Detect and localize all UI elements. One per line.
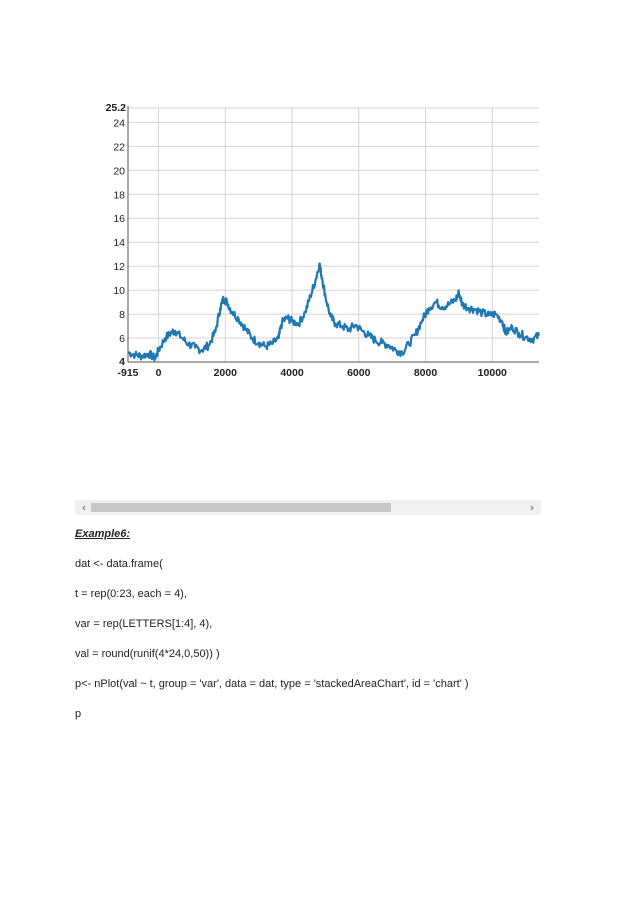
- y-tick-label: 16: [113, 213, 125, 226]
- y-tick-label: 8: [119, 309, 125, 322]
- code-line-5: p<- nPlot(val ~ t, group = 'var', data = dat, type = 'stackedAreaChart', id = 'chart' ): [75, 678, 469, 690]
- x-tick-label: 0: [155, 367, 162, 379]
- y-max-label: 25.2: [105, 102, 126, 114]
- chart-series: [128, 264, 539, 361]
- code-line-6: p: [75, 708, 82, 720]
- y-tick-label: 10: [113, 285, 125, 298]
- code-line-3: var = rep(LETTERS[1:4], 4),: [75, 618, 213, 630]
- y-tick-label: 22: [113, 141, 125, 154]
- y-tick-label: 6: [119, 333, 125, 346]
- scroll-left-arrow-icon[interactable]: ‹: [81, 501, 87, 514]
- code-line-2: t = rep(0:23, each = 4),: [75, 588, 187, 600]
- line-chart: [0, 0, 638, 390]
- x-tick-label: 6000: [347, 367, 371, 379]
- scroll-thumb[interactable]: [91, 503, 391, 512]
- series-line: [128, 264, 539, 361]
- x-tick-label: 2000: [213, 367, 237, 379]
- scroll-right-arrow-icon[interactable]: ›: [529, 501, 535, 514]
- y-tick-label: 24: [113, 117, 125, 130]
- x-min-label: -915: [117, 367, 139, 379]
- y-min-label: 4: [119, 356, 125, 368]
- horizontal-scrollbar[interactable]: [75, 500, 541, 515]
- example-heading: Example6:: [75, 528, 131, 540]
- y-tick-label: 14: [113, 237, 125, 250]
- y-tick-label: 20: [113, 165, 125, 178]
- y-tick-label: 18: [113, 189, 125, 202]
- y-tick-label: 12: [113, 261, 125, 274]
- code-line-4: val = round(runif(4*24,0,50)) ): [75, 648, 220, 660]
- x-tick-label: 8000: [413, 367, 438, 379]
- code-line-1: dat <- data.frame(: [75, 558, 163, 570]
- x-tick-label: 4000: [280, 367, 304, 379]
- x-tick-label: 10000: [477, 367, 507, 379]
